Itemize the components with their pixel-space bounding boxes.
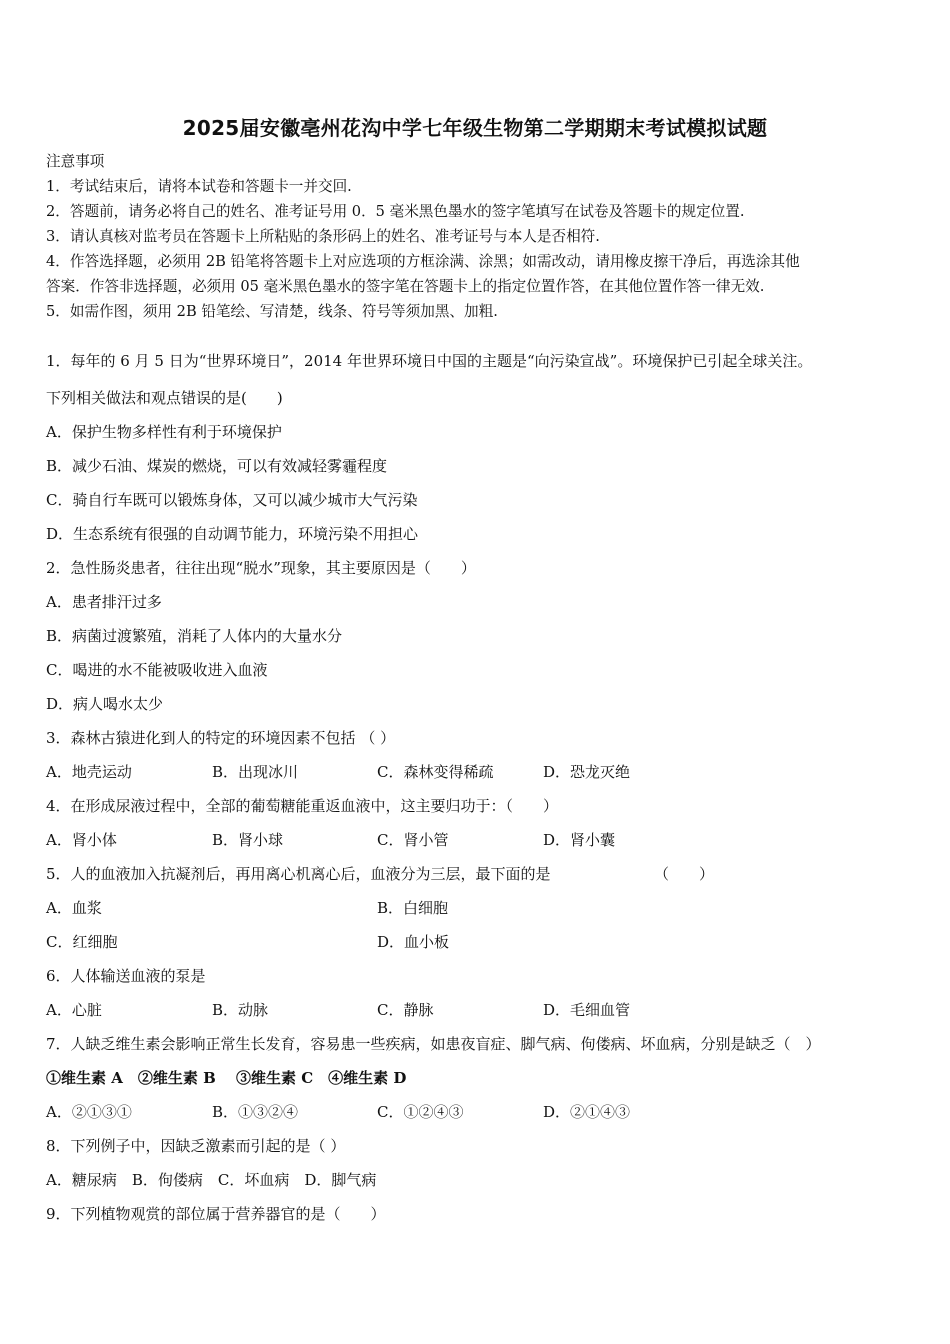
question-8-options: A．糖尿病 B．佝偻病 C．坏血病 D．脚气病: [46, 1171, 377, 1189]
question-2-option-d: D．病人喝水太少: [46, 695, 164, 713]
question-7-option-d: D．②①④③: [543, 1103, 631, 1121]
question-9-stem: 9．下列植物观赏的部位属于营养器官的是（ ）: [46, 1205, 386, 1223]
question-4-option-a: A．肾小体: [46, 831, 117, 849]
question-5-option-d: D．血小板: [377, 933, 450, 951]
question-1-stem-cont: 下列相关做法和观点错误的是( ): [46, 389, 283, 407]
question-7-stem: 7．人缺乏维生素会影响正常生长发育，容易患一些疾病，如患夜盲症、脚气病、佝偻病、坏血病，分别是缺乏（ ）: [46, 1035, 821, 1053]
page-title: 2025届安徽亳州花沟中学七年级生物第二学期期末考试模拟试题: [182, 116, 768, 140]
question-3-stem: 3．森林古猿进化到人的特定的环境因素不包括 （ ）: [46, 729, 396, 747]
question-5-answer-paren: （ ）: [654, 865, 715, 883]
notice-item: 4．作答选择题，必须用 2B 铅笔将答题卡上对应选项的方框涂满、涂黑；如需改动，请用橡皮擦干净后，再选涂其他: [46, 253, 800, 270]
question-5-option-b: B．白细胞: [377, 899, 449, 917]
question-4-stem: 4．在形成尿液过程中，全部的葡萄糖能重返血液中，这主要归功于：（ ）: [46, 797, 559, 815]
question-2-option-c: C．喝进的水不能被吸收进入血液: [46, 661, 268, 679]
notice-heading: 注意事项: [46, 153, 105, 170]
question-5-stem-row: [46, 864, 906, 884]
question-4-option-b: B．肾小球: [212, 831, 284, 849]
question-7-option-c: C．①②④③: [377, 1103, 464, 1121]
notice-item: 3．请认真核对监考员在答题卡上所粘贴的条形码上的姓名、准考证号与本人是否相符.: [46, 228, 600, 245]
question-6-options: [46, 1000, 906, 1020]
question-7-options: [46, 1102, 906, 1122]
question-5-option-c: C．红细胞: [46, 933, 118, 951]
question-3-option-d: D．恐龙灭绝: [543, 763, 631, 781]
question-1-stem: 1．每年的 6 月 5 日为“世界环境日”，2014 年世界环境日中国的主题是“向污染宣战”。环境保护已引起全球关注。: [46, 352, 813, 370]
question-3-option-b: B．出现冰川: [212, 763, 299, 781]
question-6-option-c: C．静脉: [377, 1001, 434, 1019]
notice-item: 5．如需作图，须用 2B 铅笔绘、写清楚，线条、符号等须加黑、加粗.: [46, 303, 498, 320]
question-6-stem: 6．人体输送血液的泵是: [46, 967, 206, 985]
question-2-stem: 2．急性肠炎患者，往往出现“脱水”现象，其主要原因是（ ）: [46, 559, 476, 577]
question-1-option-c: C．骑自行车既可以锻炼身体，又可以减少城市大气污染: [46, 491, 418, 509]
question-2-option-a: A．患者排汗过多: [46, 593, 162, 611]
question-7-option-a: A．②①③①: [46, 1103, 132, 1121]
question-3-option-a: A．地壳运动: [46, 763, 132, 781]
question-5-stem: 5．人的血液加入抗凝剂后，再用离心机离心后，血液分为三层，最下面的是: [46, 865, 551, 883]
question-3-options: [46, 762, 906, 782]
question-6-option-a: A．心脏: [46, 1001, 102, 1019]
question-2-option-b: B．病菌过渡繁殖，消耗了人体内的大量水分: [46, 627, 343, 645]
question-5-options-row1: [46, 898, 906, 918]
question-5-options-row2: [46, 932, 906, 952]
question-8-stem: 8．下列例子中，因缺乏激素而引起的是（ ）: [46, 1137, 346, 1155]
notice-item: 答案．作答非选择题，必须用 05 毫米黑色墨水的签字笔在答题卡上的指定位置作答，在其他位置作答一律无效.: [46, 278, 765, 295]
question-4-option-c: C．肾小管: [377, 831, 449, 849]
question-7-sub-items: ①维生素 A ②维生素 B ③维生素 C ④维生素 D: [46, 1069, 407, 1087]
question-6-option-b: B．动脉: [212, 1001, 269, 1019]
question-1-option-a: A．保护生物多样性有利于环境保护: [46, 423, 282, 441]
question-1-option-b: B．减少石油、煤炭的燃烧，可以有效减轻雾霾程度: [46, 457, 388, 475]
notice-item: 2．答题前，请务必将自己的姓名、准考证号用 0．5 毫米黑色墨水的签字笔填写在试卷及答题卡的规定位置.: [46, 203, 745, 220]
notice-item: 1．考试结束后，请将本试卷和答题卡一并交回.: [46, 178, 352, 195]
question-7-option-b: B．①③②④: [212, 1103, 299, 1121]
question-6-option-d: D．毛细血管: [543, 1001, 631, 1019]
question-5-option-a: A．血浆: [46, 899, 102, 917]
question-4-option-d: D．肾小囊: [543, 831, 616, 849]
question-3-option-c: C．森林变得稀疏: [377, 763, 494, 781]
question-1-option-d: D．生态系统有很强的自动调节能力，环境污染不用担心: [46, 525, 419, 543]
question-4-options: [46, 830, 906, 850]
